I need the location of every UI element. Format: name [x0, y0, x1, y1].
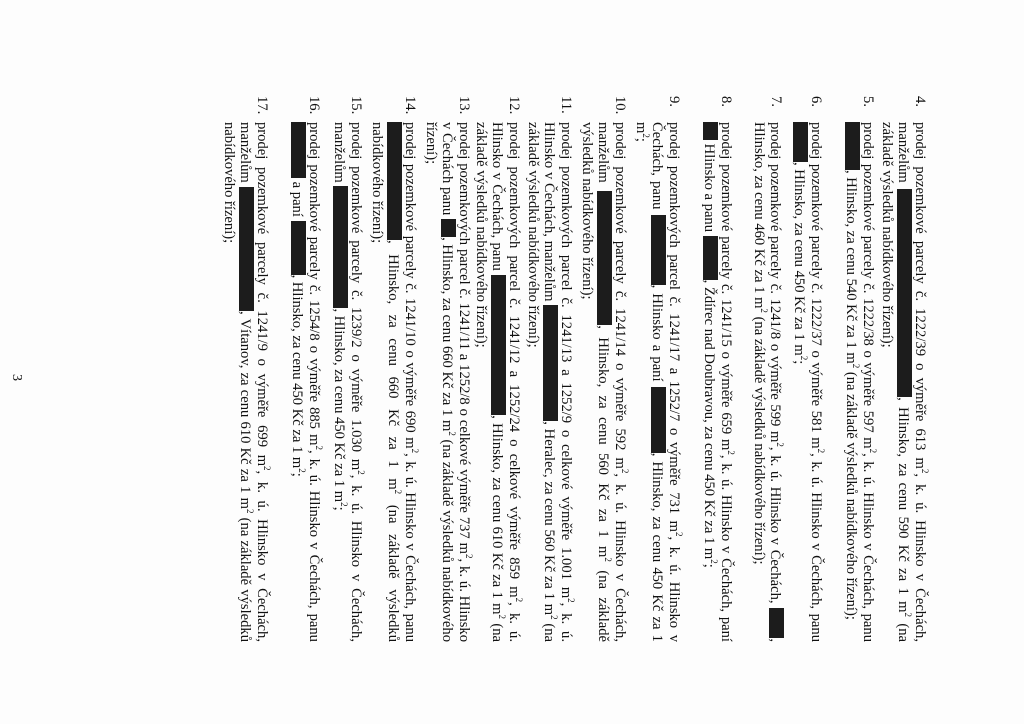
item-number: 15.	[348, 96, 364, 115]
item-text: prodej pozemkových parcel č. 1241/17 a 1252/7 o výměře 731 $m^2$, k. ú. Hlinsko v Čechách, panu , Hlinsko a paní , Hlinsko, za cenu 450 Kč za 1 $m^2$;	[633, 122, 684, 642]
item-text: prodej pozemkové parcely č. 1239/2 o výměře 1.030 $m^2$, k. ú. Hlinsko v Čechách, manželům , Hlinsko, za cenu 450 Kč za 1 $m^2$;	[331, 122, 366, 642]
redaction-block	[703, 122, 718, 140]
item-number: 5.	[860, 96, 876, 107]
item-number: 10.	[612, 96, 628, 115]
page-number: 3	[9, 374, 24, 381]
redaction-block	[845, 122, 860, 170]
item-number: 4.	[912, 96, 928, 107]
redaction-block	[543, 305, 558, 421]
item-text: prodej pozemkové parcely č. 1222/39 o výměře 613 $m^2$, k. ú. Hlinsko v Čechách, manželům , Hlinsko, za cenu 590 Kč za 1 $m^2$ (na základě výsledků nabídkového řízení);	[879, 122, 930, 642]
item-text: prodej pozemkové parcely č. 1241/15 o výměře 659 $m^2$, k. ú. Hlinsko v Čechách, paní Hlinsko a panu , Ždírec nad Doubravou, za cenu 450 Kč za 1 $m^2$;	[701, 122, 736, 642]
item-text: prodej pozemkové parcely č. 1241/8 o výměře 599 $m^2$, k. ú. Hlinsko v Čechách, , Hlinsko, za cenu 460 Kč za 1 $m^2$ (na základě výsledků nabídkového řízení);	[751, 122, 785, 642]
redaction-block	[387, 122, 402, 240]
redaction-block	[651, 215, 666, 285]
item-text: prodej pozemkové parcely č. 1222/37 o výměře 581 $m^2$, k. ú. Hlinsko v Čechách, panu , Hlinsko, za cenu 450 Kč za 1 $m^2$;	[791, 122, 826, 642]
item-text: prodej pozemkové parcely č. 1241/14 o výměře 592 $m^2$, k. ú. Hlinsko v Čechách, manželům , Hlinsko, za cenu 560 Kč za 1 $m^2$ (na základě výsledků nabídkového řízení);	[579, 122, 630, 643]
redaction-block	[793, 122, 808, 162]
redaction-block	[651, 387, 666, 453]
item-number: 16.	[306, 96, 322, 115]
item-number: 14.	[402, 96, 418, 115]
redaction-block	[897, 189, 912, 397]
item-number: 17.	[254, 96, 270, 115]
redaction-block	[769, 608, 784, 638]
item-text: prodej pozemkové parcely č. 1254/8 o výměře 885 $m^2$, k. ú. Hlinsko v Čechách, panu a paní , Hlinsko, za cenu 450 Kč za 1 $m^2$;	[289, 122, 324, 642]
item-number: 13.	[456, 96, 472, 115]
redaction-block	[703, 236, 718, 280]
redaction-block	[597, 191, 612, 325]
item-number: 7.	[768, 96, 784, 107]
redaction-block	[333, 186, 348, 308]
item-text: prodej pozemkových parcel č. 1241/11 a 1252/8 o celkové výměře 737 $m^2$, k. ú. Hlinsko v Čechách panu , Hlinsko, za cenu 660 Kč za 1 $m^2$ (na základě výsledků nabídkového řízení);	[423, 122, 474, 642]
redaction-block	[239, 187, 254, 311]
item-number: 6.	[808, 96, 824, 107]
item-text: prodej pozemkových parcel č. 1241/13 a 1252/9 o celkové výměře 1.001 $m^2$, k. ú. Hlinsko v Čechách, manželům , Heralec, za cenu 560 Kč za 1 $m^2$ (na základě výsledků nabídkového řízení);	[525, 122, 576, 642]
item-text: prodej pozemkové parcely č. 1241/10 o výměře 690 $m^2$, k. ú. Hlinsko v Čechách, panu , Hlinsko, za cenu 660 Kč za 1 $m^2$ (na základě výsledků nabídkového řízení);	[369, 122, 420, 642]
redaction-block	[491, 275, 506, 415]
redaction-block	[291, 122, 306, 178]
redaction-block	[441, 219, 456, 237]
item-number: 9.	[666, 96, 682, 107]
item-text: prodej pozemkové parcely č. 1241/9 o výměře 699 $m^2$, k. ú. Hlinsko v Čechách, manželům , Vítanov, za cenu 610 Kč za 1 $m^2$ (na základě výsledků nabídkového řízení);	[221, 122, 272, 642]
item-number: 11.	[558, 96, 574, 114]
item-text: prodej pozemkové parcely č. 1222/38 o výměře 597 $m^2$, k. ú. Hlinsko v Čechách, panu , Hlinsko, za cenu 540 Kč za 1 $m^2$ (na základě výsledků nabídkového řízení);	[843, 122, 878, 642]
item-number: 12.	[506, 96, 522, 115]
item-text: prodej pozemkových parcel č. 1241/12 a 1252/24 o celkové výměře 859 $m^2$, k. ú. Hlinsko v Čechách, panu , Hlinsko, za cenu 610 Kč za 1 $m^2$ (na základě výsledků nabídkového řízení);	[473, 122, 524, 643]
redaction-block	[291, 221, 306, 275]
item-number: 8.	[718, 96, 734, 107]
